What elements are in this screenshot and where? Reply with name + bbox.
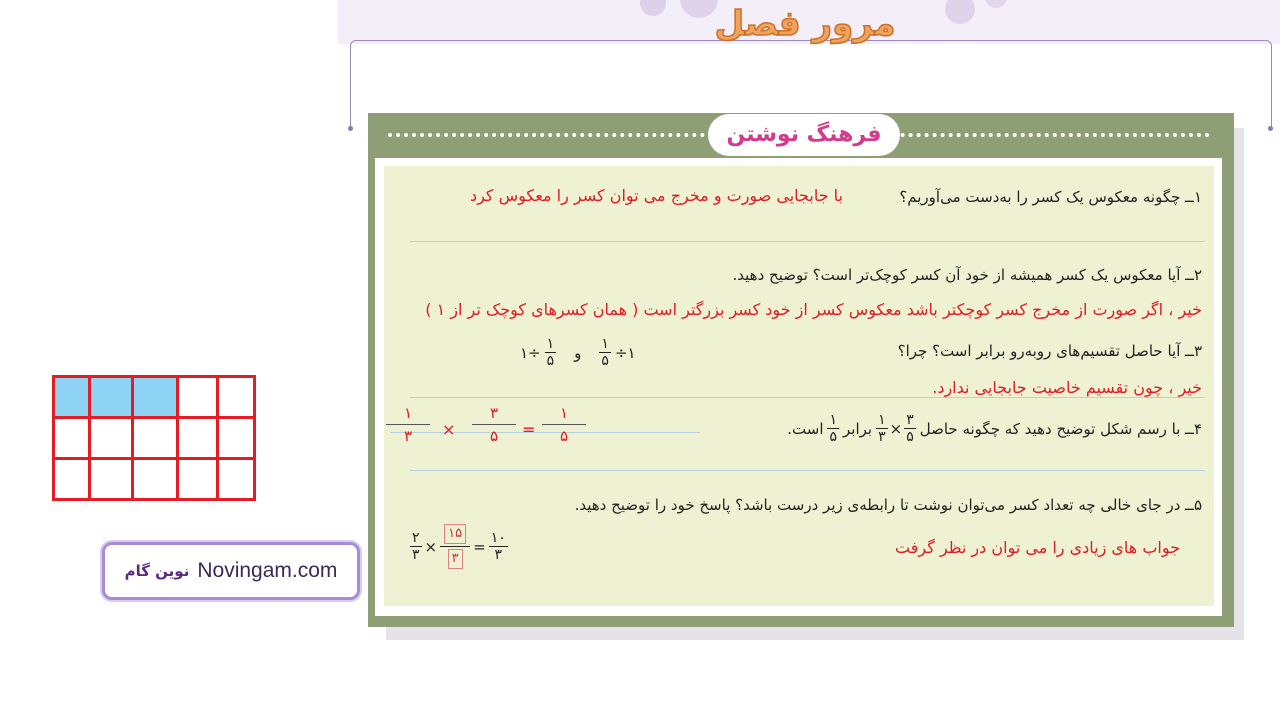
grid-cell [54, 418, 90, 459]
fraction-denominator: ۳ [494, 547, 502, 563]
answer-3: خیر ، چون تقسیم خاصیت جابجایی ندارد. [932, 378, 1202, 397]
answer-fraction [542, 404, 586, 445]
page-title: مرور فصل [714, 4, 896, 44]
equals-sign: = [522, 420, 536, 439]
answer-line [410, 397, 1205, 398]
fraction [599, 336, 611, 369]
division-operand: ۱÷ [520, 343, 541, 362]
fraction-numerator: ۱ [829, 412, 838, 428]
site-name: Novingam.com [197, 559, 338, 582]
question-4-end: است. [787, 419, 824, 438]
question-1: ۱ــ چگونه معکوس یک کسر را به‌دست می‌آوریم؟ [899, 188, 1202, 206]
equation [410, 524, 508, 569]
grid-cell [90, 459, 133, 500]
fraction-denominator: ۳ [403, 427, 413, 445]
answer-1: با جابجایی صورت و مخرج می توان کسر را معکوس کرد [469, 186, 843, 205]
question-4-text: ۴ــ با رسم شکل توضیح دهید که چگونه حاصل [919, 419, 1202, 438]
panel-tag: فرهنگ نوشتن [708, 114, 900, 156]
fraction [876, 412, 888, 445]
fraction-denominator: ۳ [878, 429, 886, 445]
grid-cell [178, 418, 218, 459]
fraction-numerator: ۲ [412, 530, 420, 546]
fraction-denominator: ۵ [906, 429, 914, 445]
product-expression [876, 412, 916, 445]
division-expression [520, 336, 636, 369]
fraction-denominator: ۵ [559, 427, 569, 445]
fraction-denominator: ۵ [601, 353, 609, 369]
answer-fraction [472, 404, 516, 445]
fraction-denominator: ۵ [829, 429, 838, 445]
frame-dot [348, 126, 353, 131]
answer-5: جواب های زیادی را می توان در نظر گرفت [895, 538, 1180, 557]
frame-dot [1268, 126, 1273, 131]
fraction-numerator: ۳ [906, 412, 914, 428]
times-sign: × [442, 420, 456, 439]
grid-cell [218, 377, 255, 418]
fraction [410, 530, 422, 563]
fraction-numerator: ۱ [403, 404, 413, 422]
brand-name: نوین گام [124, 562, 190, 580]
question-2: ۲ــ آیا معکوس یک کسر همیشه از خود آن کسر کوچک‌تر است؟ توضیح دهید. [732, 266, 1202, 284]
grid-cell [218, 418, 255, 459]
fraction-denominator: ۵ [546, 353, 555, 369]
fraction-grid [52, 375, 256, 501]
grid-cell [54, 459, 90, 500]
grid-cell [218, 459, 255, 500]
fraction-denominator: ۳ [412, 547, 420, 563]
answer-line [410, 241, 1205, 242]
question-4 [787, 412, 1202, 445]
blank-denominator-box: ۳ [448, 549, 463, 569]
fraction-numerator: ۱ [559, 404, 569, 422]
blank-numerator-box: ۱۵ [444, 524, 466, 544]
fraction-numerator: ۱ [546, 336, 555, 352]
grid-cell [178, 377, 218, 418]
times-sign: × [424, 537, 438, 556]
fraction [545, 336, 557, 369]
fraction [904, 412, 916, 445]
equals-sign: = [473, 537, 486, 556]
question-5: ۵ــ در جای خالی چه تعداد کسر می‌توان نوشت تا رابطه‌ی زیر درست باشد؟ پاسخ خود را توضیح دهید. [574, 496, 1202, 514]
fraction-numerator: ۱ [878, 412, 886, 428]
fraction-numerator: ۳ [489, 404, 499, 422]
conjunction: و [574, 343, 582, 362]
question-3: ۳ــ آیا حاصل تقسیم‌های روبه‌رو برابر است؟ چرا؟ [897, 342, 1202, 360]
answer-fraction [386, 404, 430, 445]
blank-fraction [440, 524, 470, 569]
fraction [827, 412, 839, 445]
grid-cell-shaded [133, 377, 178, 418]
novingam-logo [102, 542, 360, 600]
grid-cell [178, 459, 218, 500]
answer-line [410, 470, 1205, 471]
fraction-denominator: ۵ [489, 427, 499, 445]
grid-cell [133, 418, 178, 459]
answer-2: خیر ، اگر صورت از مخرج کسر کوچکتر باشد معکوس کسر از خود کسر بزرگتر است ( همان کسرهای کوچک تر از ۱ ) [425, 300, 1202, 319]
grid-cell-shaded [90, 377, 133, 418]
grid-cell-shaded [54, 377, 90, 418]
fraction-numerator: ۱۰ [490, 530, 506, 546]
grid-cell [133, 459, 178, 500]
division-operand: ÷۱ [614, 343, 636, 362]
grid-cell [90, 418, 133, 459]
times-sign: × [889, 419, 903, 438]
fraction-numerator: ۱ [601, 336, 609, 352]
question-4-mid: برابر [843, 419, 873, 438]
fraction [489, 530, 508, 563]
